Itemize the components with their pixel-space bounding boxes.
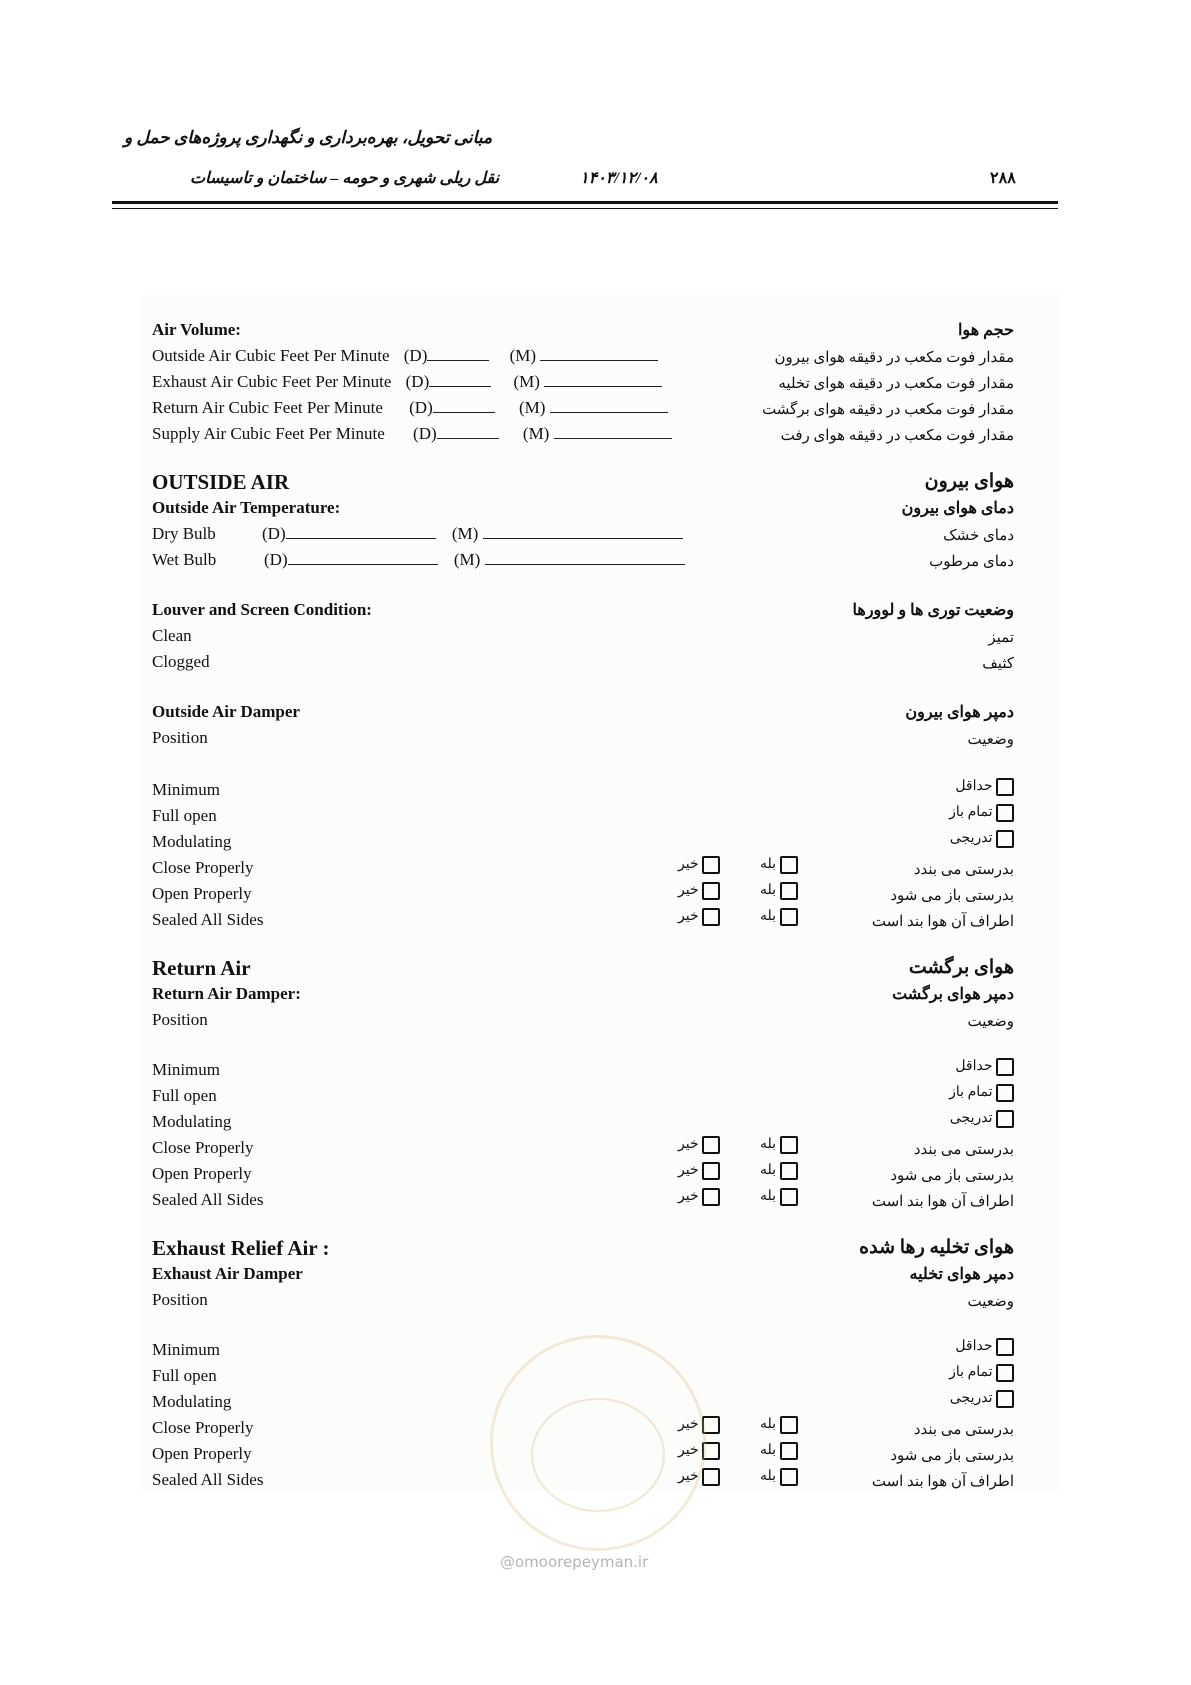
measured-label: (M) (451, 524, 479, 543)
open-properly-no (678, 1162, 720, 1180)
measured-label: (M) (519, 398, 546, 417)
no-label: خیر (678, 1469, 699, 1485)
measured-field[interactable] (485, 550, 685, 565)
full-open-label: Full open (152, 1086, 217, 1105)
row-label: Dry Bulb (152, 524, 216, 543)
full-open-option (949, 1084, 1014, 1102)
yes-checkbox[interactable] (780, 856, 798, 874)
minimum-label: Minimum (152, 780, 221, 799)
close-properly-label-fa: بدرستی می بندد (913, 1422, 1014, 1438)
row-label: Supply Air Cubic Feet Per Minute (152, 424, 385, 443)
yes-label: بله (760, 1469, 777, 1485)
position-label-fa: وضعیت (967, 1294, 1014, 1310)
yes-checkbox[interactable] (780, 1416, 798, 1434)
clean-label: Clean (152, 626, 192, 645)
no-label: خیر (678, 909, 699, 925)
position-label: Position (152, 1290, 208, 1309)
yes-label: بله (760, 1417, 777, 1433)
header-rule-thin (112, 208, 1058, 209)
modulating-option (950, 1390, 1014, 1408)
design-label: (D) (413, 424, 437, 443)
air-volume-row-fa: مقدار فوت مکعب در دقیقه هوای برگشت (762, 402, 1014, 418)
design-field[interactable] (427, 346, 489, 361)
no-label: خیر (678, 1417, 699, 1433)
design-field[interactable] (437, 424, 499, 439)
full-open-label: Full open (152, 1366, 217, 1385)
minimum-checkbox[interactable] (996, 778, 1014, 796)
row-label: Outside Air Cubic Feet Per Minute (152, 346, 390, 365)
sealed-label: Sealed All Sides (152, 1470, 264, 1489)
design-field[interactable] (429, 372, 491, 387)
open-properly-label-fa: بدرستی باز می شود (890, 1168, 1014, 1184)
sealed-label-fa: اطراف آن هوا بند است (871, 914, 1014, 930)
open-properly-label-fa: بدرستی باز می شود (890, 1448, 1014, 1464)
design-label: (D) (262, 524, 286, 543)
air-volume-title-fa: حجم هوا (957, 322, 1014, 339)
louver-title-fa: وضعیت توری ها و لوورها (852, 602, 1014, 619)
full-open-label-fa: تمام باز (949, 805, 993, 821)
full-open-option (949, 1364, 1014, 1382)
no-label: خیر (678, 1137, 699, 1153)
header-rule-thick (112, 201, 1058, 204)
outside-damper-title: Outside Air Damper (152, 702, 300, 721)
sealed-yes (760, 1188, 798, 1206)
full-open-checkbox[interactable] (996, 1364, 1014, 1382)
yes-checkbox[interactable] (780, 908, 798, 926)
louver-title: Louver and Screen Condition: (152, 600, 372, 619)
outside-air-title: OUTSIDE AIR (152, 470, 290, 494)
sealed-yes (760, 908, 798, 926)
position-label-fa: وضعیت (967, 1014, 1014, 1030)
watermark-text: @omoorepeyman.ir (500, 1553, 649, 1571)
measured-field[interactable] (544, 372, 662, 387)
yes-checkbox[interactable] (780, 1468, 798, 1486)
no-checkbox[interactable] (702, 1188, 720, 1206)
yes-checkbox[interactable] (780, 1188, 798, 1206)
outside-air-temp-label: Outside Air Temperature: (152, 498, 341, 517)
no-checkbox[interactable] (702, 1468, 720, 1486)
design-field[interactable] (433, 398, 495, 413)
minimum-checkbox[interactable] (996, 1058, 1014, 1076)
return-air-title-fa: هوای برگشت (908, 957, 1014, 978)
close-properly-no (678, 1136, 720, 1154)
modulating-label-fa: تدریجی (949, 831, 993, 847)
close-properly-label-fa: بدرستی می بندد (913, 1142, 1014, 1158)
exhaust-air-title: Exhaust Relief Air : (152, 1236, 330, 1260)
watermark-seal-icon (490, 1335, 706, 1551)
position-label: Position (152, 728, 208, 747)
measured-label: (M) (522, 424, 550, 443)
air-volume-row-fa: مقدار فوت مکعب در دقیقه هوای تخلیه (778, 376, 1014, 392)
minimum-label-fa: حداقل (955, 779, 993, 795)
measured-label: (M) (513, 372, 540, 391)
clogged-label: Clogged (152, 652, 210, 671)
air-volume-row (152, 346, 664, 366)
open-properly-yes (760, 882, 798, 900)
modulating-checkbox[interactable] (996, 830, 1014, 848)
modulating-label: Modulating (152, 832, 232, 851)
open-properly-no (678, 882, 720, 900)
measured-field[interactable] (540, 346, 658, 361)
full-open-label: Full open (152, 806, 217, 825)
clogged-label-fa: کثیف (982, 656, 1014, 672)
modulating-label-fa: تدریجی (949, 1391, 993, 1407)
yes-checkbox[interactable] (780, 882, 798, 900)
close-properly-label-fa: بدرستی می بندد (913, 862, 1014, 878)
minimum-label: Minimum (152, 1340, 221, 1359)
open-properly-label-fa: بدرستی باز می شود (890, 888, 1014, 904)
modulating-label-fa: تدریجی (949, 1111, 993, 1127)
close-properly-yes (760, 1136, 798, 1154)
exhaust-air-title-fa: هوای تخلیه رها شده (859, 1237, 1014, 1258)
air-volume-row (152, 424, 678, 444)
open-properly-label: Open Properly (152, 1164, 252, 1183)
yes-label: بله (760, 1443, 777, 1459)
no-checkbox[interactable] (702, 1136, 720, 1154)
design-label: (D) (405, 372, 430, 391)
sealed-label-fa: اطراف آن هوا بند است (871, 1474, 1014, 1490)
sealed-yes (760, 1468, 798, 1486)
air-volume-row-fa: مقدار فوت مکعب در دقیقه هوای رفت (780, 428, 1014, 444)
yes-label: بله (760, 909, 777, 925)
full-open-checkbox[interactable] (996, 804, 1014, 822)
sealed-no (678, 1188, 720, 1206)
modulating-label: Modulating (152, 1392, 232, 1411)
book-subtitle: نقل ریلی شهری و حومه – ساختمان و تاسیسات (190, 170, 500, 187)
open-properly-yes (760, 1442, 798, 1460)
yes-label: بله (760, 1189, 777, 1205)
close-properly-yes (760, 1416, 798, 1434)
watermark-gear-icon (531, 1398, 665, 1512)
sealed-no (678, 908, 720, 926)
yes-checkbox[interactable] (780, 1162, 798, 1180)
air-volume-row-fa: مقدار فوت مکعب در دقیقه هوای بیرون (774, 350, 1014, 366)
air-volume-row (152, 372, 668, 392)
minimum-option (955, 1058, 1014, 1076)
air-volume-title: Air Volume: (152, 320, 241, 339)
measured-label: (M) (509, 346, 537, 365)
modulating-label: Modulating (152, 1112, 232, 1131)
minimum-label: Minimum (152, 1060, 221, 1079)
close-properly-yes (760, 856, 798, 874)
open-properly-yes (760, 1162, 798, 1180)
no-checkbox[interactable] (702, 1162, 720, 1180)
outside-air-title-fa: هوای بیرون (924, 471, 1014, 492)
return-damper-title-fa: دمپر هوای برگشت (892, 986, 1014, 1003)
dry-bulb-label-fa: دمای خشک (943, 528, 1014, 544)
no-label: خیر (678, 1443, 699, 1459)
measured-field[interactable] (483, 524, 683, 539)
no-checkbox[interactable] (702, 908, 720, 926)
wet-bulb-row (152, 550, 691, 570)
no-label: خیر (678, 1189, 699, 1205)
no-checkbox[interactable] (702, 856, 720, 874)
yes-label: بله (760, 883, 777, 899)
modulating-checkbox[interactable] (996, 1390, 1014, 1408)
full-open-label-fa: تمام باز (949, 1365, 993, 1381)
measured-field[interactable] (554, 424, 672, 439)
header-date: ۱۴۰۳/۱۲/۰۸ (580, 170, 658, 187)
no-label: خیر (678, 857, 699, 873)
exhaust-damper-title-fa: دمپر هوای تخلیه (909, 1266, 1014, 1283)
yes-checkbox[interactable] (780, 1136, 798, 1154)
measured-label: (M) (453, 550, 481, 569)
full-open-checkbox[interactable] (996, 1084, 1014, 1102)
minimum-label-fa: حداقل (955, 1339, 993, 1355)
modulating-option (950, 1110, 1014, 1128)
exhaust-damper-title: Exhaust Air Damper (152, 1264, 303, 1283)
sealed-label-fa: اطراف آن هوا بند است (871, 1194, 1014, 1210)
page-number: ۲۸۸ (990, 170, 1016, 187)
air-volume-row (152, 398, 674, 418)
measured-field[interactable] (550, 398, 668, 413)
outside-damper-title-fa: دمپر هوای بیرون (905, 704, 1014, 721)
design-label: (D) (409, 398, 433, 417)
full-open-label-fa: تمام باز (949, 1085, 993, 1101)
design-field[interactable] (286, 524, 436, 539)
minimum-checkbox[interactable] (996, 1338, 1014, 1356)
minimum-option (955, 1338, 1014, 1356)
minimum-label-fa: حداقل (955, 1059, 993, 1075)
book-title: مبانی تحویل، بهره‌برداری و نگهداری پروژه‌های حمل و (124, 128, 493, 147)
design-label: (D) (264, 550, 288, 569)
yes-checkbox[interactable] (780, 1442, 798, 1460)
dry-bulb-row (152, 524, 689, 544)
yes-label: بله (760, 1137, 777, 1153)
row-label: Return Air Cubic Feet Per Minute (152, 398, 383, 417)
design-label: (D) (403, 346, 428, 365)
open-properly-label: Open Properly (152, 1444, 252, 1463)
yes-label: بله (760, 857, 777, 873)
modulating-option (950, 830, 1014, 848)
yes-label: بله (760, 1163, 777, 1179)
outside-air-temp-label-fa: دمای هوای بیرون (901, 500, 1014, 517)
wet-bulb-label-fa: دمای مرطوب (929, 554, 1014, 570)
minimum-option (955, 778, 1014, 796)
full-open-option (949, 804, 1014, 822)
return-damper-title: Return Air Damper: (152, 984, 301, 1003)
design-field[interactable] (288, 550, 438, 565)
no-checkbox[interactable] (702, 882, 720, 900)
position-label-fa: وضعیت (967, 732, 1014, 748)
close-properly-no (678, 856, 720, 874)
clean-label-fa: تمیز (988, 630, 1014, 646)
modulating-checkbox[interactable] (996, 1110, 1014, 1128)
sealed-label: Sealed All Sides (152, 1190, 264, 1209)
no-label: خیر (678, 1163, 699, 1179)
row-label: Wet Bulb (152, 550, 217, 569)
position-label: Position (152, 1010, 208, 1029)
close-properly-label: Close Properly (152, 1138, 254, 1157)
return-air-title: Return Air (152, 956, 251, 980)
sealed-label: Sealed All Sides (152, 910, 264, 929)
close-properly-label: Close Properly (152, 1418, 254, 1437)
row-label: Exhaust Air Cubic Feet Per Minute (152, 372, 392, 391)
open-properly-label: Open Properly (152, 884, 252, 903)
close-properly-label: Close Properly (152, 858, 254, 877)
no-label: خیر (678, 883, 699, 899)
